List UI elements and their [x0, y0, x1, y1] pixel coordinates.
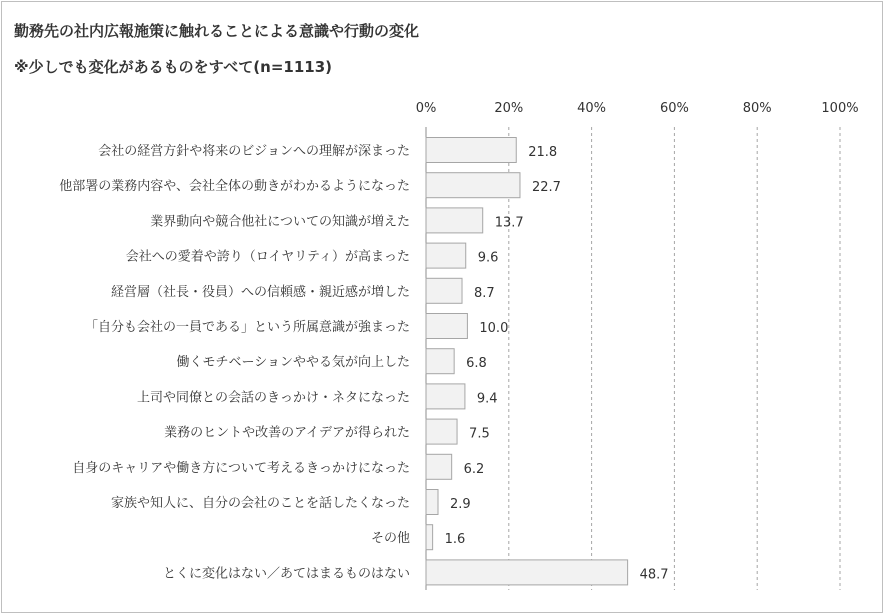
category-label: とくに変化はない／あてはまるものはない — [162, 566, 410, 582]
x-tick-label: 40% — [577, 101, 607, 116]
bar — [426, 314, 467, 339]
category-label: 「自分も会社の一員である」という所属意識が強まった — [84, 320, 410, 335]
value-label: 48.7 — [639, 567, 669, 583]
value-label: 22.7 — [531, 180, 561, 196]
value-label: 13.7 — [494, 215, 524, 231]
value-label: 1.6 — [444, 532, 466, 548]
category-label: 経営層（社長・役員）への信頼感・親近感が増した — [110, 284, 410, 300]
category-label: その他 — [370, 531, 410, 547]
bar — [426, 490, 438, 515]
category-label: 上司や同僚との会話のきっかけ・ネタになった — [136, 390, 410, 406]
category-label: 他部署の業務内容や、会社全体の動きがわかるようになった — [59, 179, 410, 195]
bar — [426, 208, 483, 233]
x-tick-label: 100% — [821, 101, 859, 116]
bar — [426, 525, 433, 550]
category-label: 業界動向や競合他社についての知識が増えた — [150, 214, 410, 230]
value-label: 10.0 — [479, 321, 509, 336]
category-label: 働くモチベーションややる気が向上した — [176, 355, 410, 371]
bar — [426, 243, 466, 268]
value-label: 6.2 — [463, 461, 485, 477]
value-label: 21.8 — [528, 145, 558, 160]
x-tick-label: 60% — [659, 101, 689, 116]
category-label: 業務のヒントや改善のアイデアが得られた — [164, 425, 410, 441]
bar — [426, 278, 462, 303]
x-tick-label: 20% — [494, 101, 524, 116]
category-label: 自身のキャリアや働き方について考えるきっかけになった — [72, 460, 410, 476]
value-label: 9.6 — [477, 250, 499, 266]
value-label: 8.7 — [474, 285, 495, 301]
bar — [426, 419, 457, 444]
value-label: 6.8 — [466, 356, 487, 372]
bar — [426, 138, 516, 163]
value-label: 2.9 — [450, 497, 471, 512]
bar — [426, 384, 465, 409]
x-tick-label: 0% — [415, 101, 437, 116]
bar — [426, 454, 452, 479]
value-label: 7.5 — [469, 426, 490, 442]
category-label: 会社への愛着や誇り（ロイヤリティ）が高まった — [125, 249, 410, 265]
category-label: 家族や知人に、自分の会社のことを話したくなった — [110, 496, 410, 511]
bar — [426, 173, 520, 198]
x-tick-label: 80% — [742, 101, 772, 116]
chart-subtitle: ※少しでも変化があるものをすべて(n=1113) — [14, 58, 332, 76]
chart-title: 勤務先の社内広報施策に触れることによる意識や行動の変化 — [14, 22, 420, 40]
bar — [426, 349, 454, 374]
bar — [426, 560, 628, 585]
value-label: 9.4 — [476, 391, 498, 407]
category-label: 会社の経営方針や将来のビジョンへの理解が深まった — [98, 144, 410, 159]
